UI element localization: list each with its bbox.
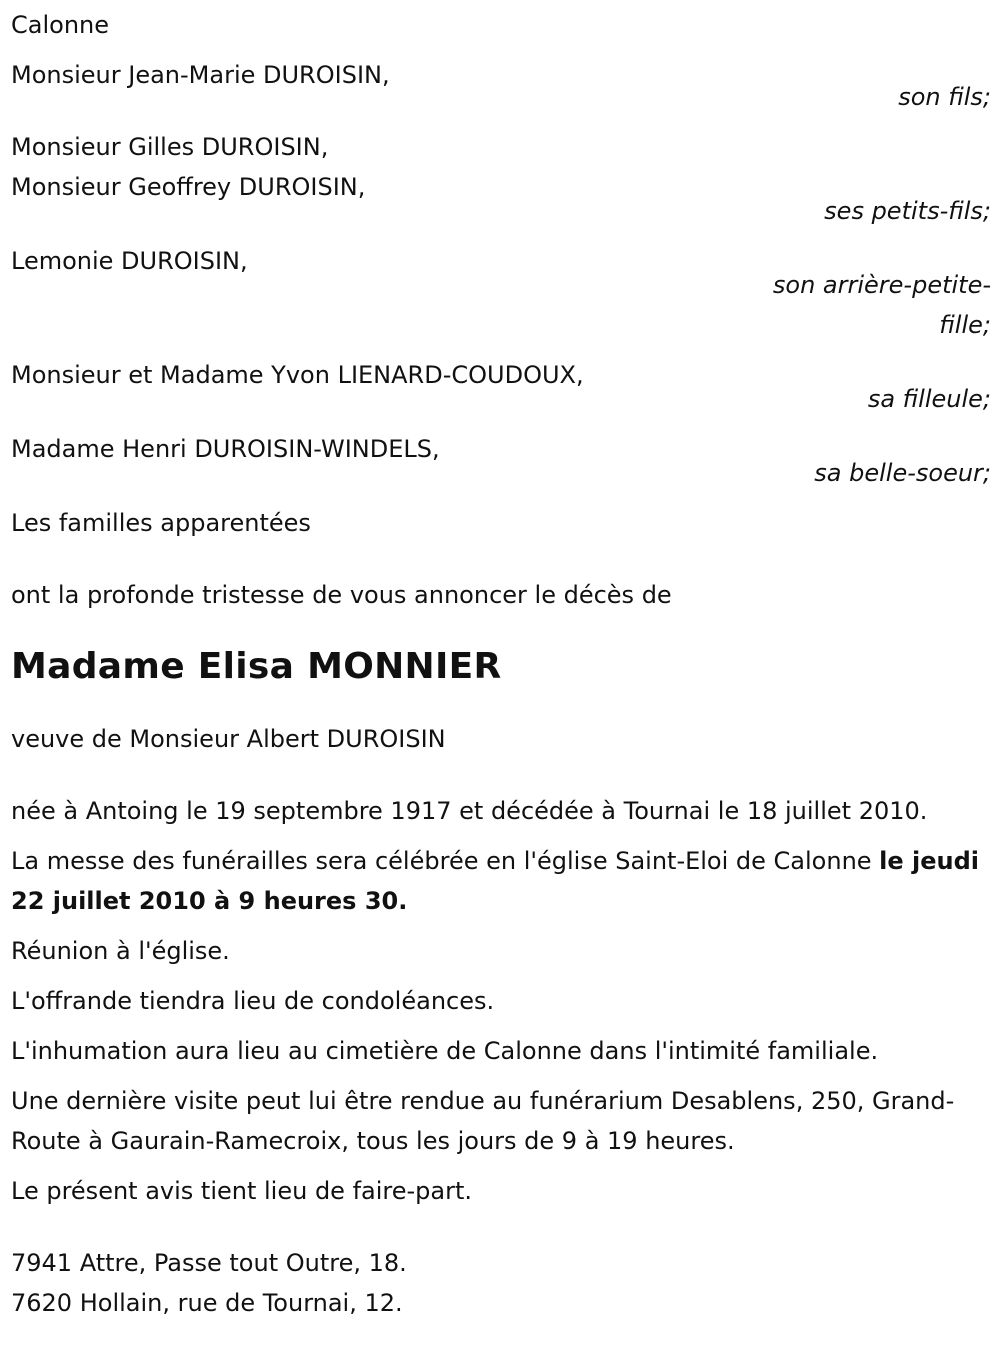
family-member-name: Monsieur Jean-Marie DUROISIN, — [11, 61, 390, 89]
funeral-mass-text — [11, 841, 991, 921]
place-heading: Calonne — [11, 11, 110, 39]
family-relation: son fils; — [898, 83, 991, 111]
family-relation: sa filleule; — [867, 385, 991, 413]
meeting-text: Réunion à l'église. — [11, 937, 230, 965]
announcement-text: ont la profonde tristesse de vous annoncer le décès de — [11, 581, 672, 609]
widow-of-text: veuve de Monsieur Albert DUROISIN — [11, 725, 446, 753]
notice-text: Le présent avis tient lieu de faire-part. — [11, 1177, 473, 1205]
visit-text: Une dernière visite peut lui être rendue au funérarium Desablens, 250, Grand-Route à Gaurain-Ramecroix, tous les jours de 9 à 19 heures. — [11, 1087, 955, 1155]
family-member-name: Monsieur Geoffrey DUROISIN, — [11, 173, 366, 201]
birth-death-text: née à Antoing le 19 septembre 1917 et décédée à Tournai le 18 juillet 2010. — [11, 797, 928, 825]
family-member-name: Monsieur Gilles DUROISIN, — [11, 133, 329, 161]
families-line: Les familles apparentées — [11, 509, 311, 537]
family-member-name: Monsieur et Madame Yvon LIENARD-COUDOUX, — [11, 361, 584, 389]
address-line: 7620 Hollain, rue de Tournai, 12. — [11, 1289, 403, 1317]
family-relation: fille; — [939, 311, 991, 339]
mass-location: La messe des funérailles sera célébrée en l'église Saint-Eloi de Calonne — [11, 847, 880, 875]
deceased-name: Madame Elisa MONNIER — [11, 646, 502, 687]
family-member-name: Lemonie DUROISIN, — [11, 247, 248, 275]
family-relation: sa belle-soeur; — [814, 459, 991, 487]
burial-text: L'inhumation aura lieu au cimetière de Calonne dans l'intimité familiale. — [11, 1037, 879, 1065]
obituary-notice — [11, 5, 991, 1323]
mass-date: le jeudi 22 juillet 2010 à 9 heures 30. — [11, 847, 980, 915]
family-relation: ses petits-fils; — [824, 197, 991, 225]
family-member-name: Madame Henri DUROISIN-WINDELS, — [11, 435, 440, 463]
address-line: 7941 Attre, Passe tout Outre, 18. — [11, 1249, 407, 1277]
family-relation: son arrière-petite- — [772, 271, 991, 299]
offering-text: L'offrande tiendra lieu de condoléances. — [11, 987, 495, 1015]
